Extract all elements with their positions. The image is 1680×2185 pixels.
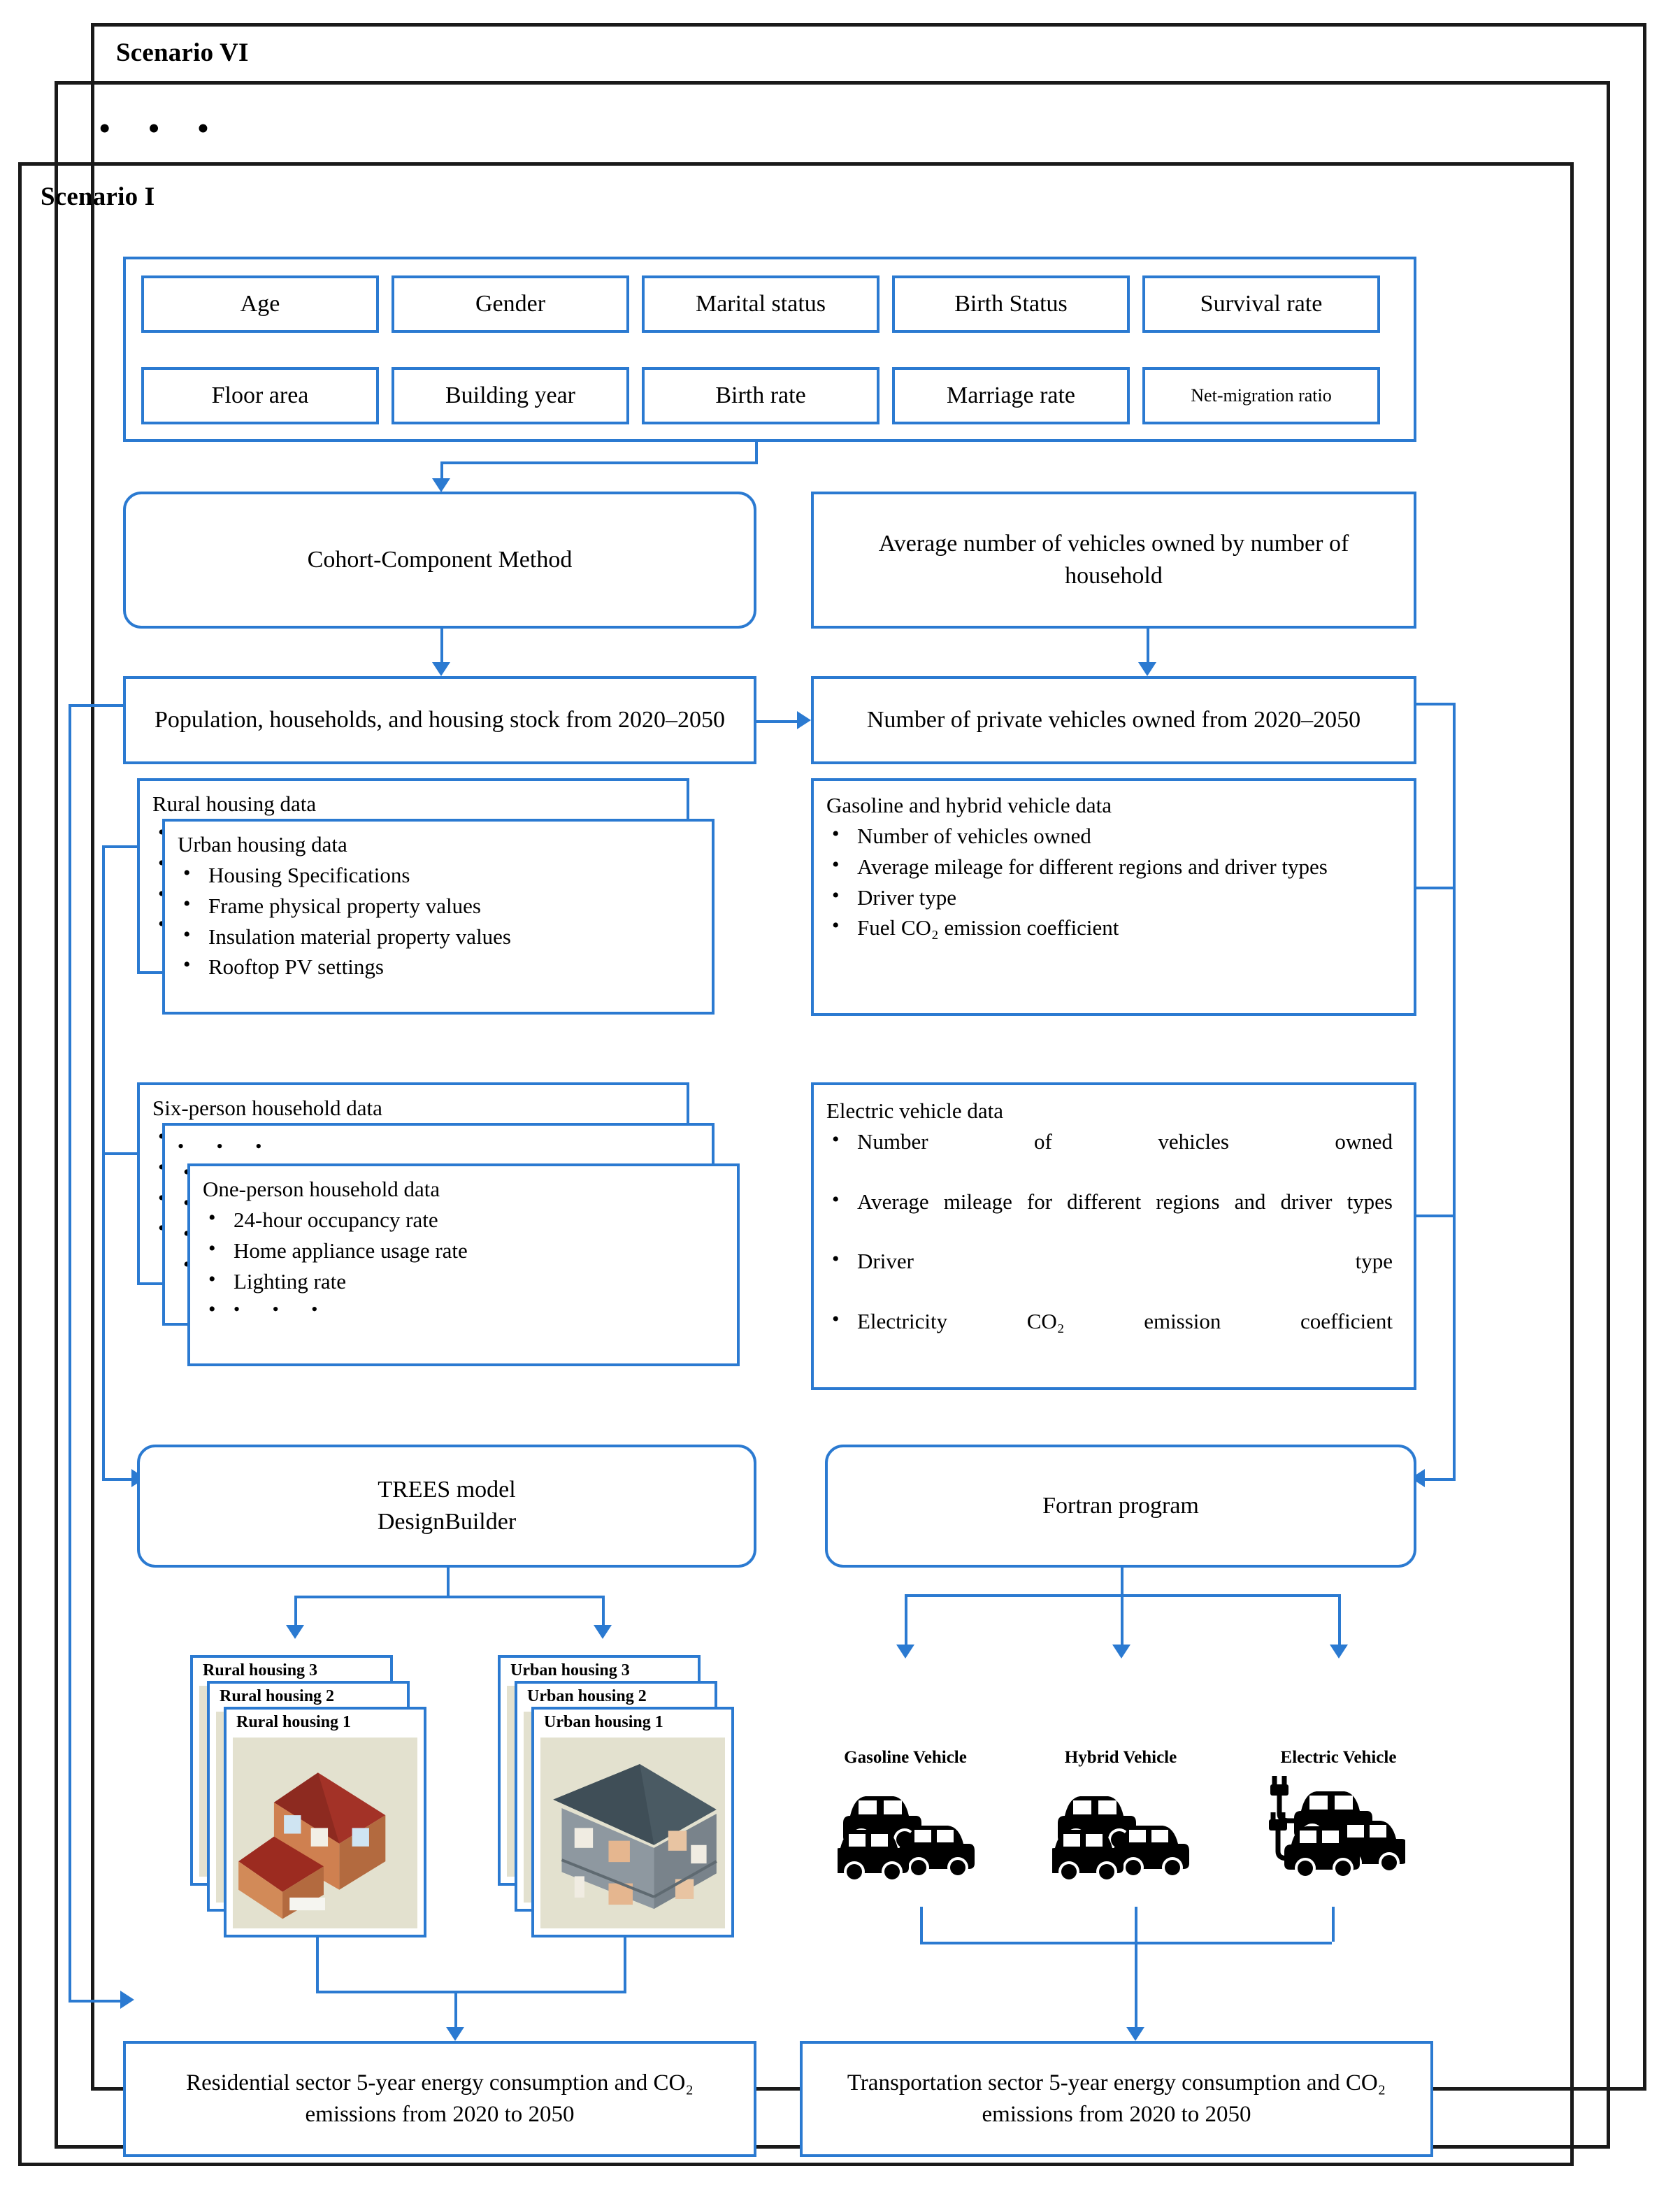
list-item-ellipsis: • • • • — [203, 1297, 737, 1321]
cohort-method-label: Cohort-Component Method — [307, 547, 573, 573]
connector-params-to-cohort — [440, 461, 443, 478]
vehicles-per-household-label: Average number of vehicles owned by number of household — [878, 531, 1349, 589]
one-person-household-card[interactable] — [187, 1163, 740, 1366]
param-birth-rate[interactable] — [642, 367, 880, 424]
param-label: Age — [240, 291, 280, 317]
fortran-program-box[interactable] — [825, 1445, 1416, 1568]
scenario-label-inner: Scenario I — [41, 182, 155, 211]
list-item: • Driver type — [826, 883, 1398, 912]
scenario-label-outer: Scenario VI — [116, 38, 249, 67]
transportation-output-box[interactable] — [800, 2041, 1433, 2157]
scenario-ellipsis: • • • — [99, 111, 224, 145]
private-vehicles-box[interactable] — [811, 676, 1416, 764]
list-item: • Number of vehicles owned — [826, 822, 1398, 851]
urban-housing-2-label: Urban housing 2 — [527, 1687, 647, 1705]
one-person-bullet-list — [203, 1205, 737, 1322]
bus-population-left-bottom — [69, 2000, 120, 2003]
connector-vehicles-merge — [920, 1942, 1332, 1944]
connector-rural-stack-down — [316, 1937, 319, 1991]
rural-house-illustration — [233, 1738, 417, 1928]
connector-fortran-to-electric — [1338, 1594, 1341, 1645]
arrow-fortran-to-electric — [1330, 1645, 1348, 1659]
rural-housing-card-1[interactable] — [224, 1707, 426, 1937]
connector-housing-to-residential — [454, 1991, 457, 2027]
param-label: Survival rate — [1200, 291, 1323, 317]
connector-population-to-vehicles — [756, 720, 797, 723]
gasoline-bullet-list — [826, 822, 1398, 943]
list-item: • Driver type — [826, 1247, 1393, 1305]
electric-vehicle-box[interactable] — [811, 1082, 1416, 1390]
arrow-cohort-to-population — [432, 662, 450, 676]
bus-left-inner-vertical — [102, 845, 105, 1478]
arrow-vehicles-to-transport — [1126, 2027, 1144, 2041]
list-item: • Number of vehicles owned — [826, 1127, 1393, 1186]
fortran-program-label: Fortran program — [1042, 1493, 1199, 1519]
transportation-output-label: Transportation sector 5-year energy consumption and CO₂ emissions from 2020 to 2050 — [847, 2070, 1386, 2127]
gasoline-vehicle-label: Gasoline Vehicle — [844, 1748, 967, 1767]
urban-housing-3-label: Urban housing 3 — [510, 1661, 630, 1679]
urban-housing-data-card[interactable] — [162, 819, 715, 1015]
urban-housing-1-label: Urban housing 1 — [544, 1713, 663, 1731]
param-birth-status[interactable] — [892, 275, 1130, 333]
one-person-household-title: One-person household data — [203, 1177, 440, 1201]
arrow-population-to-residential — [120, 1991, 134, 2009]
private-vehicles-label: Number of private vehicles owned from 2020–2050 — [866, 707, 1361, 733]
connector-electric-down — [1332, 1907, 1335, 1942]
param-label: Birth Status — [954, 291, 1068, 317]
connector-trees-down — [447, 1568, 450, 1596]
connector-hybrid-down — [1135, 1907, 1137, 1942]
connector-gasoline-down — [920, 1907, 923, 1942]
trees-model-line2: DesignBuilder — [377, 1509, 517, 1535]
list-item: • Frame physical property values — [178, 891, 712, 921]
param-marriage-rate[interactable] — [892, 367, 1130, 424]
param-age[interactable] — [141, 275, 379, 333]
bus-left-inner-to-trees — [102, 1478, 131, 1481]
connector-cohort-to-population — [440, 629, 443, 662]
connector-trees-to-urban — [602, 1596, 605, 1625]
electric-vehicle-icon — [1255, 1769, 1405, 1890]
residential-output-box[interactable] — [123, 2041, 756, 2157]
param-net-migration-ratio[interactable] — [1142, 367, 1380, 424]
list-item: • Fuel CO₂ emission coefficient — [826, 913, 1398, 943]
list-item: • Lighting rate — [203, 1267, 737, 1296]
rural-housing-data-title: Rural housing data — [152, 791, 317, 816]
arrow-fortran-to-hybrid — [1112, 1645, 1130, 1659]
rural-housing-1-label: Rural housing 1 — [236, 1713, 352, 1731]
connector-fortran-to-hybrid — [1121, 1594, 1123, 1645]
gasoline-vehicle-icon — [838, 1779, 977, 1888]
list-item: • Average mileage for different regions and driver types — [826, 1187, 1393, 1246]
param-survival-rate[interactable] — [1142, 275, 1380, 333]
connector-fortran-down — [1121, 1568, 1123, 1594]
bus-right-to-fortran — [1425, 1478, 1456, 1481]
urban-housing-bullet-list — [178, 861, 712, 982]
connector-vehicles-to-transport — [1135, 1942, 1137, 2027]
gasoline-hybrid-vehicle-box[interactable] — [811, 778, 1416, 1016]
electric-vehicle-label: Electric Vehicle — [1280, 1748, 1397, 1767]
connector-housing-merge — [316, 1991, 626, 1993]
list-item: • Rooftop PV settings — [178, 952, 712, 982]
list-item: • Housing Specifications — [178, 861, 712, 890]
connector-fortran-to-gasoline — [905, 1594, 907, 1645]
gasoline-box-title: Gasoline and hybrid vehicle data — [826, 793, 1112, 817]
population-projection-label: Population, households, and housing stock from 2020–2050 — [155, 707, 725, 733]
param-label: Birth rate — [715, 382, 806, 408]
urban-housing-card-1[interactable] — [531, 1707, 734, 1937]
trees-model-box[interactable] — [137, 1445, 756, 1568]
bus-vehicles-right-top — [1415, 703, 1453, 705]
param-label: Marriage rate — [946, 382, 1076, 408]
connector-params-left — [440, 461, 758, 464]
cohort-component-method-box[interactable] — [123, 492, 756, 629]
bus-gasoline-right — [1415, 887, 1453, 889]
param-label: Net-migration ratio — [1191, 385, 1332, 406]
param-building-year[interactable] — [392, 367, 629, 424]
residential-output-label: Residential sector 5-year energy consumption and CO₂ emissions from 2020 to 2050 — [186, 2070, 694, 2127]
hybrid-vehicle-icon — [1052, 1779, 1192, 1888]
param-floor-area[interactable] — [141, 367, 379, 424]
bus-population-left-top — [69, 704, 124, 707]
urban-house-illustration — [540, 1738, 725, 1928]
connector-urban-stack-down — [624, 1937, 626, 1991]
param-gender[interactable] — [392, 275, 629, 333]
mid-household-ellipsis: • • • — [178, 1136, 276, 1156]
arrow-population-to-vehicles — [797, 711, 811, 729]
six-person-household-title: Six-person household data — [152, 1096, 382, 1120]
list-item: • Home appliance usage rate — [203, 1236, 737, 1266]
arrow-fortran-to-gasoline — [896, 1645, 914, 1659]
list-item: • 24-hour occupancy rate — [203, 1205, 737, 1235]
param-label: Floor area — [211, 382, 309, 408]
bus-household-to-trees-mid — [102, 1152, 138, 1155]
param-label: Building year — [445, 382, 576, 408]
rural-housing-2-label: Rural housing 2 — [220, 1687, 335, 1705]
rural-housing-1-image — [233, 1738, 417, 1928]
connector-trees-to-rural — [294, 1596, 297, 1625]
arrow-params-to-cohort — [432, 478, 450, 492]
urban-housing-1-image — [540, 1738, 725, 1928]
param-label: Marital status — [695, 291, 826, 317]
population-projection-box[interactable] — [123, 676, 756, 764]
arrow-housing-to-residential — [446, 2027, 464, 2041]
trees-model-line1: TREES model — [378, 1477, 516, 1503]
arrow-vehhh-to-privatevehicles — [1138, 662, 1156, 676]
connector-trees-split — [294, 1596, 602, 1598]
electric-box-title: Electric vehicle data — [826, 1098, 1004, 1123]
arrow-trees-to-rural — [286, 1625, 304, 1639]
electric-bullet-list — [826, 1127, 1393, 1366]
list-item: • Average mileage for different regions and driver types — [826, 852, 1398, 882]
hybrid-vehicle-label: Hybrid Vehicle — [1064, 1748, 1177, 1767]
bus-population-left-vertical — [69, 704, 71, 2000]
bus-right-vertical — [1453, 703, 1456, 1478]
vehicles-per-household-box[interactable] — [811, 492, 1416, 629]
param-label: Gender — [475, 291, 546, 317]
list-item: • Insulation material property values — [178, 922, 712, 952]
param-marital-status[interactable] — [642, 275, 880, 333]
arrow-trees-to-urban — [594, 1625, 612, 1639]
bus-housing-to-trees-top — [102, 845, 138, 848]
list-item: • Electricity CO₂ emission coefficient — [826, 1307, 1393, 1366]
connector-vehhh-to-privatevehicles — [1147, 629, 1149, 662]
bus-electric-right — [1415, 1215, 1453, 1217]
rural-housing-3-label: Rural housing 3 — [203, 1661, 318, 1679]
urban-housing-data-title: Urban housing data — [178, 832, 347, 857]
connector-params-down — [755, 442, 758, 461]
